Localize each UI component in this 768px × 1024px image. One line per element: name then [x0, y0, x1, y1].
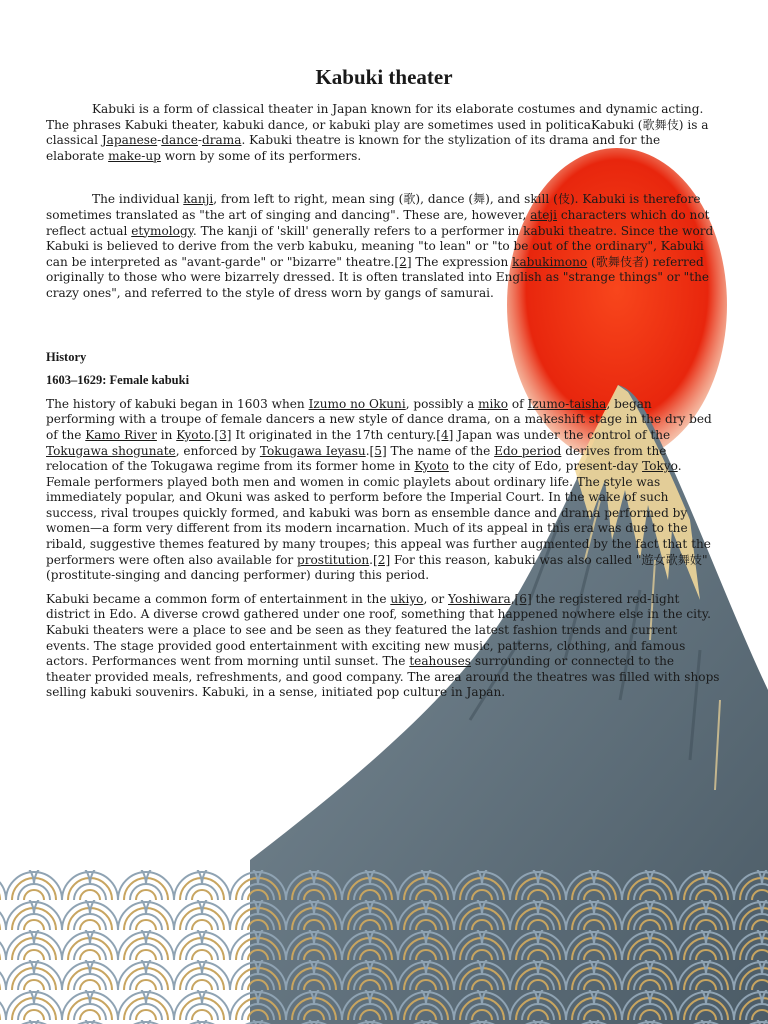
document-body — [46, 60, 722, 701]
citation-link[interactable]: [6] — [514, 591, 532, 606]
text: derives from the relocation of the Tokugawa regime from its former home in — [46, 443, 667, 474]
text: surrounding or connected to the theater provided meals, refreshments, and good company. The area around the theatres was filled with shops selling kabuki souvenirs. Kabuki, in a sense, initiated pop culture in Japan. — [46, 654, 720, 700]
text: - — [157, 133, 162, 148]
text: , possibly a — [405, 396, 479, 411]
text: Kabuki is a form of classical theater in Japan known for its elaborate costumes and dynamic acting. The phrases Kabuki theater, kabuki dance, or kabuki play are sometimes used in politicaKabuki (歌舞伎) is a classical — [46, 102, 709, 148]
link-teahouses[interactable]: teahouses — [409, 654, 471, 669]
text: The history of kabuki began in 1603 when — [46, 396, 309, 411]
link-drama[interactable]: drama — [202, 133, 242, 148]
text: It originated in the 17th century. — [231, 427, 437, 442]
link-japanese[interactable]: Japanese — [101, 133, 158, 148]
link-izumo-taisha[interactable]: Izumo-taisha — [527, 396, 607, 411]
text: . — [369, 552, 374, 567]
text: The expression — [411, 254, 513, 269]
citation-link[interactable]: [5] — [369, 443, 387, 458]
text: the registered red-light district in Edo. A diverse crowd gathered under one roof, something that happened nowhere else in the city. Kabuki theaters were a place to see and be seen as they featured the latest fashion trends and current events. The stage provided good entertainment with exciting new music, patterns, clothing, and famous actors. Performances went from morning until sunset. The — [46, 591, 711, 669]
text: . — [210, 427, 215, 442]
text: of — [508, 396, 528, 411]
text: Kabuki became a common form of entertainment in the — [46, 591, 391, 606]
wave-pattern — [0, 860, 768, 1024]
link-prostitution[interactable]: prostitution — [296, 552, 370, 567]
intro-paragraph — [46, 102, 722, 164]
female-kabuki-paragraph — [46, 397, 722, 584]
citation-link[interactable]: [4] — [436, 427, 454, 442]
link-kabukimono[interactable]: kabukimono — [512, 254, 588, 269]
link-kamo-river[interactable]: Kamo River — [85, 427, 157, 442]
text: characters which do not reflect actual — [46, 207, 710, 238]
heading-history: History — [46, 349, 87, 364]
link-make-up[interactable]: make-up — [108, 148, 161, 163]
text: , began performing with a troupe of female dancers a new style of dance drama, on a makeshift stage in the dry bed of the — [46, 396, 712, 442]
link-edo-period[interactable]: Edo period — [494, 443, 562, 458]
link-izumo-no-okuni[interactable]: Izumo no Okuni — [308, 396, 406, 411]
link-tokyo[interactable]: Tokyo — [642, 459, 678, 474]
link-kyoto[interactable]: Kyoto — [176, 427, 211, 442]
text: worn by some of its performers. — [160, 148, 362, 163]
link-yoshiwara[interactable]: Yoshiwara — [448, 591, 511, 606]
text: . The kanji of 'skill' generally refers to a performer in kabuki theatre. Since the word Kabuki is believed to derive from the verb kabuku, meaning "to lean" or "to be out of the ordinary", Kabuki can be interpreted as "avant-garde" or "bizarre" theatre. — [46, 223, 714, 269]
text: - — [197, 133, 203, 148]
text: to the city of Edo, present-day — [448, 459, 643, 474]
text: Japan was under the control of the — [453, 427, 671, 442]
text: . Female performers played both men and women in comic playlets about ordinary life. The style was immediately popular, and Okuni was asked to perform before the Imperial Court. In the wake of such success, rival troupes quickly formed, and kabuki was born as ensemble dance and drama performed by women—a form very different from its modern incarnation. Much of its appeal in this era was due to the ribald, suggestive themes featured by many troupes; this appeal was further augmented by the fact that the performers were often also available for — [46, 459, 711, 567]
text: . — [365, 443, 370, 458]
text: The name of the — [386, 443, 495, 458]
text: The individual — [92, 192, 184, 207]
link-tokugawa-ieyasu[interactable]: Tokugawa Ieyasu — [259, 443, 366, 458]
text: For this reason, kabuki was also called "遊女歌舞妓" (prostitute-singing and dancing performer) during this period. — [46, 552, 708, 583]
text: , — [510, 591, 515, 606]
page-title: Kabuki theater — [315, 65, 453, 89]
link-etymology[interactable]: etymology — [131, 223, 193, 238]
heading-female-kabuki: 1603–1629: Female kabuki — [46, 373, 190, 388]
link-dance[interactable]: dance — [161, 133, 198, 148]
link-kanji[interactable]: kanji — [183, 192, 214, 207]
text: (歌舞伎者) referred originally to those who were bizarrely dressed. It is often translated into English as "strange things" or "the crazy ones", and referred to the style of dress worn by gangs of samurai. — [46, 254, 710, 300]
popular-kabuki-paragraph — [46, 592, 722, 701]
link-ateji[interactable]: ateji — [530, 207, 558, 222]
text: , or — [423, 591, 449, 606]
text: , from left to right, mean sing (歌), dance (舞), and skill (伎). Kabuki is therefore sometimes translated as "the art of singing and dancing". These are, however, — [46, 192, 701, 222]
text: , enforced by — [175, 443, 260, 458]
citation-link[interactable]: [2] — [394, 254, 412, 269]
link-ukiyo[interactable]: ukiyo — [390, 591, 424, 606]
link-miko[interactable]: miko — [478, 396, 509, 411]
citation-link[interactable]: [2] — [373, 552, 391, 567]
link-kyoto[interactable]: Kyoto — [414, 459, 449, 474]
etymology-paragraph — [46, 192, 722, 301]
text: in — [156, 427, 177, 442]
citation-link[interactable]: [3] — [214, 427, 232, 442]
text: . Kabuki theatre is known for the stylization of its drama and for the elaborate — [46, 133, 661, 163]
link-tokugawa-shogunate[interactable]: Tokugawa shogunate — [46, 443, 176, 458]
